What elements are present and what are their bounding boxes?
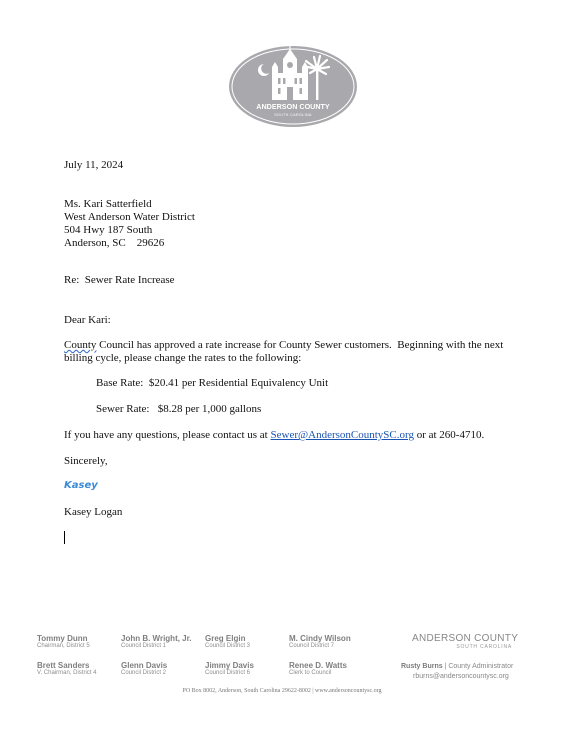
council-member-role: Chairman, District 5 (37, 643, 90, 649)
signer-name: Kasey Logan (64, 506, 123, 518)
administrator-title: County Administrator (448, 663, 514, 670)
spellcheck-flagged-word[interactable]: County (64, 339, 97, 351)
contact-suffix: or at 260-4710. (413, 429, 485, 441)
recipient-name: Ms. Kari Satterfield (64, 198, 152, 210)
council-member-name: Renee D. Watts (289, 661, 347, 670)
logo-subtitle: SOUTH CAROLINA (274, 113, 312, 117)
contact-prefix: If you have any questions, please contact us at (64, 429, 271, 441)
separator: | (444, 663, 449, 670)
council-member-name: M. Cindy Wilson (289, 634, 351, 643)
letter-date: July 11, 2024 (64, 159, 124, 171)
council-member-role: Council District 2 (121, 670, 167, 676)
council-member-name: Tommy Dunn (37, 634, 88, 643)
council-member-role: Council District 6 (205, 670, 251, 676)
logo-title: ANDERSON COUNTY (256, 102, 330, 111)
contact-paragraph (64, 429, 524, 442)
council-member-role: Council District 1 (121, 643, 167, 649)
recipient-street: 504 Hwy 187 South (64, 224, 153, 236)
closing: Sincerely, (64, 455, 108, 467)
anderson-county-seal-logo (228, 45, 358, 128)
recipient-address (64, 198, 195, 250)
council-member-role: Council District 3 (205, 643, 251, 649)
council-member-role: V. Chairman, District 4 (37, 670, 97, 676)
council-member (289, 634, 351, 649)
recipient-organization: West Anderson Water District (64, 211, 195, 223)
body-text: Council has approved a rate increase for County Sewer customers. Beginning with the next billing cycle, please change the rates to the following: (64, 339, 507, 364)
council-member (121, 634, 192, 649)
administrator-email: rburns@andersoncountysc.org (413, 673, 509, 680)
council-member-name: Greg Elgin (205, 634, 246, 643)
subject-line: Re: Sewer Rate Increase (64, 274, 175, 286)
footer-county-name: ANDERSON COUNTY (412, 633, 519, 644)
council-member (205, 661, 254, 676)
council-member (121, 661, 167, 676)
council-member (37, 661, 96, 676)
council-member-name: Jimmy Davis (205, 661, 254, 670)
body-paragraph (64, 339, 507, 365)
base-rate-line: Base Rate: $20.41 per Residential Equivalency Unit (96, 377, 329, 389)
text-cursor (64, 531, 65, 544)
council-member-name: Brett Sanders (37, 661, 90, 670)
council-member (289, 661, 347, 676)
council-member-name: John B. Wright, Jr. (121, 634, 192, 643)
council-member-role: Clerk to Council (289, 670, 332, 676)
administrator-line (401, 663, 513, 670)
sewer-rate-line: Sewer Rate: $8.28 per 1,000 gallons (96, 403, 262, 415)
sewer-email-link[interactable]: Sewer@AndersonCountySC.org (270, 429, 414, 441)
administrator-name: Rusty Burns (401, 663, 443, 670)
salutation: Dear Kari: (64, 314, 111, 326)
council-member (205, 634, 250, 649)
council-member (37, 634, 90, 649)
footer-county-wordmark (412, 633, 519, 650)
footer-address: PO Box 8002, Anderson, South Carolina 29622-8002 | www.andersoncountysc.org (182, 688, 382, 694)
council-member-role: Council District 7 (289, 643, 335, 649)
footer-county-subtitle: SOUTH CAROLINA (456, 644, 512, 650)
handwritten-signature: Kasey (64, 480, 98, 491)
council-member-name: Glenn Davis (121, 661, 168, 670)
recipient-city: Anderson, SC 29626 (64, 237, 165, 249)
